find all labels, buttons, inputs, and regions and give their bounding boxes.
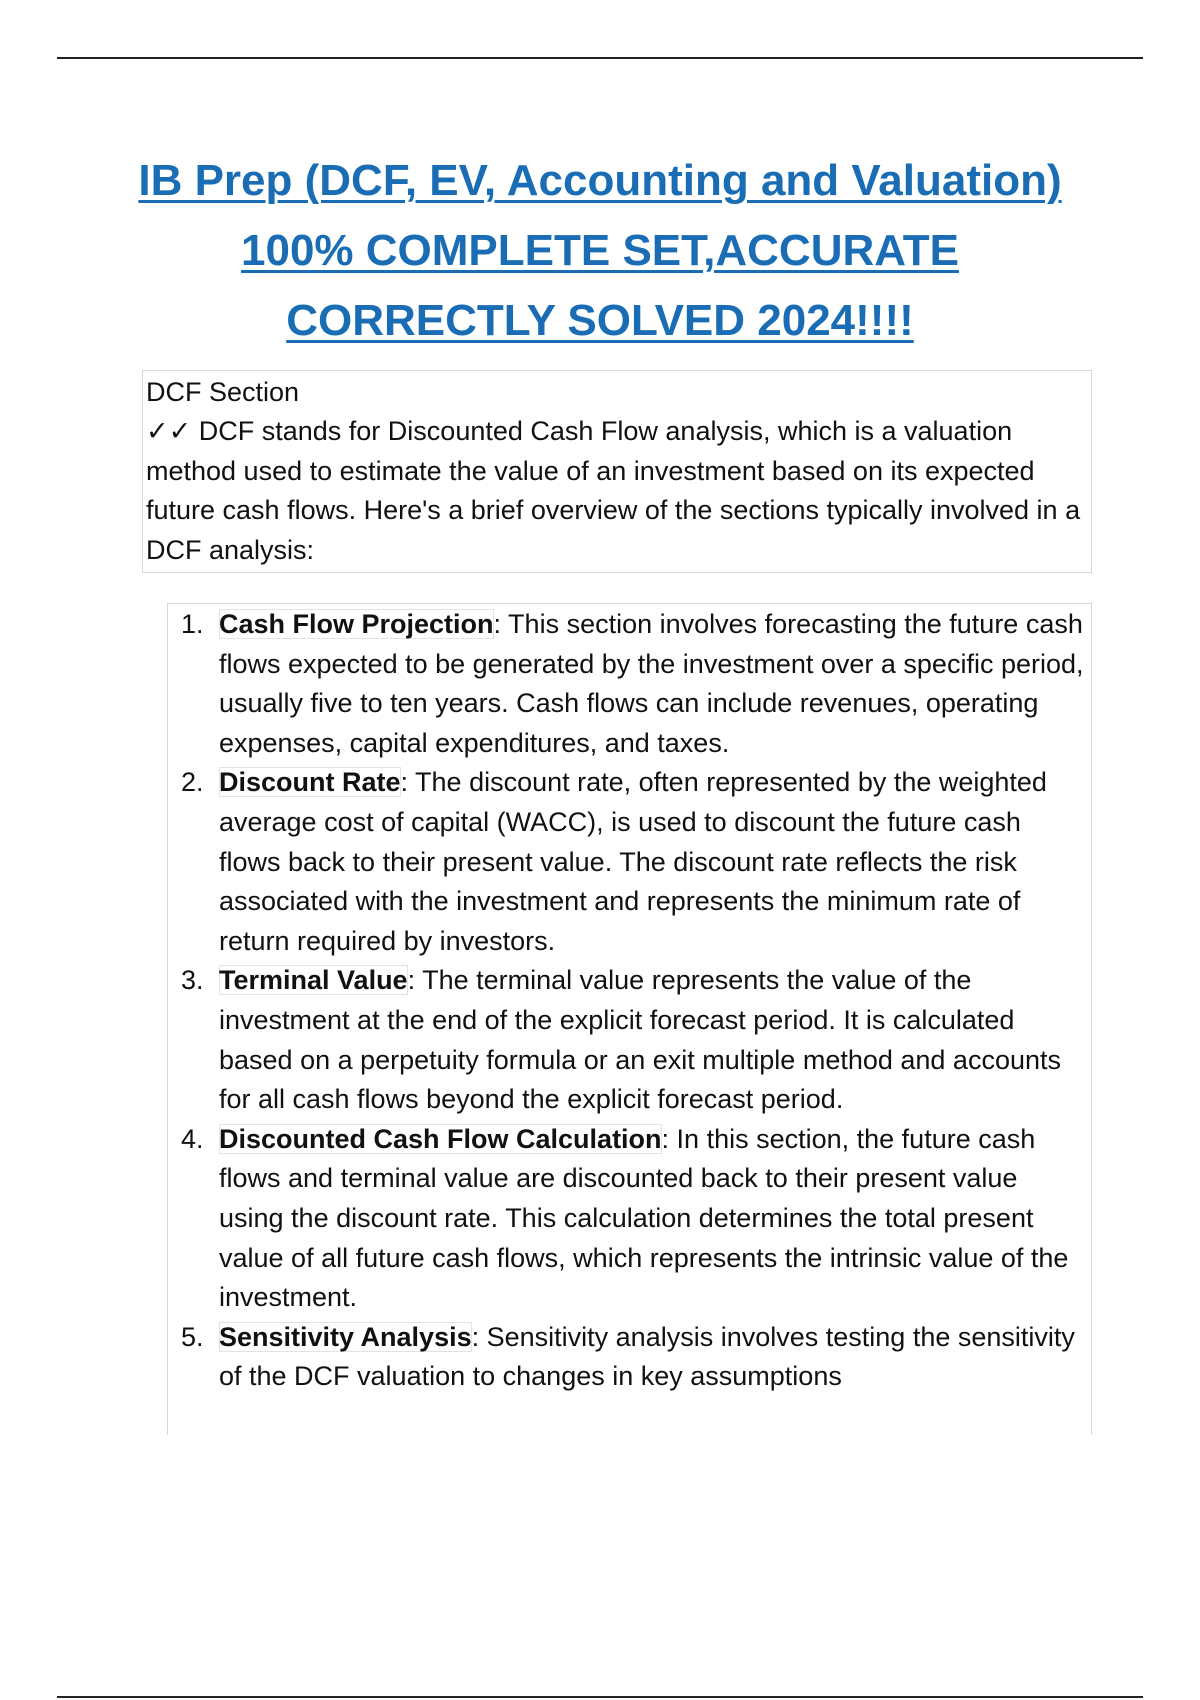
title-line-3: CORRECTLY SOLVED 2024!!!!	[286, 296, 914, 345]
list-item-term: Sensitivity Analysis	[219, 1321, 472, 1352]
list-item	[168, 1120, 1092, 1318]
list-item	[168, 605, 1092, 763]
list-item-term: Discounted Cash Flow Calculation	[219, 1123, 662, 1154]
list-item	[168, 961, 1092, 1119]
document-title	[100, 146, 1100, 356]
intro-box	[142, 370, 1092, 573]
list-item-number: 5.	[181, 1321, 204, 1352]
numbered-list	[168, 605, 1092, 1397]
list-item-text: : The discount rate, often represented by the weighted average cost of capital (WACC), is used to discount the future cash flows back to their present value. The discount rate reflects the risk associated with the investment and represents the minimum rate of return required by investors.	[219, 767, 1047, 956]
list-item	[168, 763, 1092, 961]
bottom-rule	[57, 1696, 1143, 1698]
top-rule	[57, 57, 1143, 59]
intro-paragraph: ✓✓ DCF stands for Discounted Cash Flow analysis, which is a valuation method used to estimate the value of an investment based on its expected future cash flows. Here's a brief overview of the sections typically involved in a DCF analysis:	[146, 416, 1081, 565]
list-item-number: 3.	[181, 965, 204, 996]
title-line-1: IB Prep (DCF, EV, Accounting and Valuation)	[138, 156, 1062, 205]
list-item-term: Discount Rate	[219, 767, 401, 798]
list-item-text: : This section involves forecasting the future cash flows expected to be generated by the investment over a specific period, usually five to ten years. Cash flows can include revenues, operating expenses, capital expenditures, and taxes.	[219, 609, 1084, 758]
list-item-term: Terminal Value	[219, 965, 408, 996]
list-item-text: : The terminal value represents the value of the investment at the end of the explicit forecast period. It is calculated based on a perpetuity formula or an exit multiple method and accounts for all cash flows beyond the explicit forecast period.	[219, 965, 1061, 1115]
list-item-text: : In this section, the future cash flows and terminal value are discounted back to their present value using the discount rate. This calculation determines the total present value of all future cash flows, which represents the intrinsic value of the investment.	[219, 1123, 1069, 1313]
list-item-text: : Sensitivity analysis involves testing the sensitivity of the DCF valuation to changes in key assumptions	[219, 1321, 1075, 1392]
title-line-2: 100% COMPLETE SET,ACCURATE	[241, 226, 959, 275]
list-item	[168, 1318, 1092, 1397]
numbered-list-box	[167, 603, 1092, 1435]
list-item-term: Cash Flow Projection	[219, 609, 494, 639]
section-heading: DCF Section	[146, 377, 300, 407]
list-item-number: 2.	[181, 767, 204, 798]
list-item-number: 1.	[181, 609, 204, 639]
list-item-number: 4.	[181, 1123, 204, 1154]
